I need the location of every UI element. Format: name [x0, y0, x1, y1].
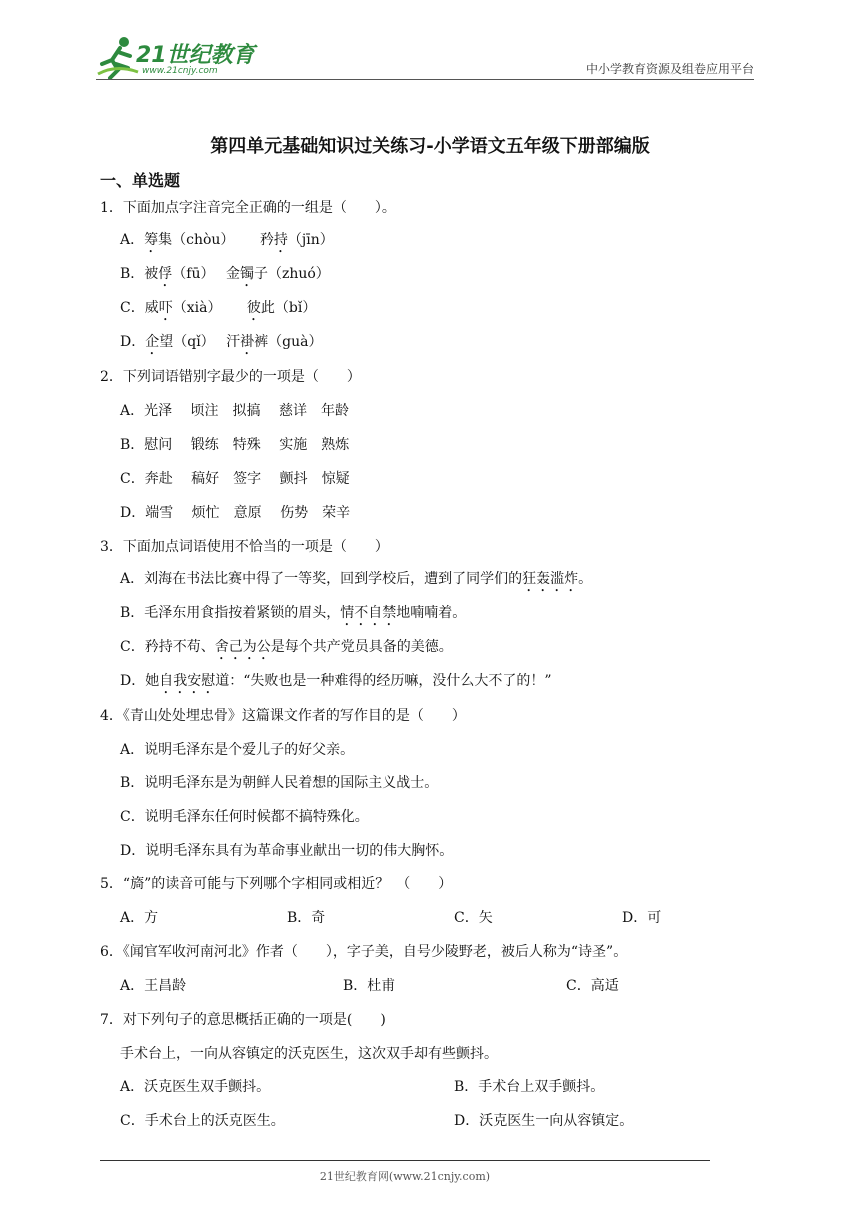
- option: A．方: [120, 910, 159, 926]
- option: B．慰问 锻练 特殊 实施 熟炼: [120, 437, 350, 453]
- option: C．矢: [454, 910, 493, 926]
- option: C．手术台上的沃克医生。: [120, 1113, 285, 1129]
- logo-url: www.21cnjy.com: [142, 66, 218, 76]
- page-footer: 21世纪教育网(www.21cnjy.com): [319, 1170, 491, 1183]
- option: C．奔赴 稿好 签字 颤抖 惊疑: [120, 471, 350, 487]
- option: C．高适: [566, 978, 619, 994]
- option: B．说明毛泽东是为朝鲜人民着想的国际主义战士。: [120, 775, 439, 791]
- question-stem: 5．“旖”的读音可能与下列哪个字相同或相近？ （ ）: [100, 876, 453, 892]
- option: B．被俘（fū） 金镯子（zhuó）: [120, 266, 330, 282]
- runner-icon: [96, 34, 140, 80]
- option: D．她自我安慰道：“失败也是一种难得的经历嘛，没什么大不了的！”: [120, 673, 552, 689]
- question-stem: 3．下面加点词语使用不恰当的一项是（ ）: [100, 539, 389, 555]
- logo-text: 21世纪教育: [136, 43, 255, 68]
- option: B．杜甫: [343, 978, 396, 994]
- footer-divider: [100, 1160, 710, 1161]
- option: B．奇: [287, 910, 326, 926]
- question-stem: 2．下列词语错别字最少的一项是（ ）: [100, 369, 361, 385]
- page-header: [0, 0, 860, 90]
- option: D．可: [622, 910, 662, 926]
- site-logo: [96, 34, 266, 82]
- question-stem: 7．对下列句子的意思概括正确的一项是( ): [100, 1012, 386, 1028]
- section-heading: 一、单选题: [100, 171, 181, 190]
- option: A．筹集（chòu） 矜持（jīn）: [120, 232, 334, 248]
- page-title: 第四单元基础知识过关练习-小学语文五年级下册部编版: [210, 136, 650, 157]
- option: D．说明毛泽东具有为革命事业献出一切的伟大胸怀。: [120, 843, 454, 859]
- option: C．矜持不苟、舍己为公是每个共产党员具备的美德。: [120, 639, 453, 655]
- question-stem: 6．《闻官军收河南河北》作者（ ），字子美，自号少陵野老，被后人称为“诗圣”。: [100, 944, 628, 960]
- option: A．王昌龄: [120, 978, 187, 994]
- option: C．威吓（xià） 彼此（bǐ）: [120, 300, 317, 316]
- option: D．沃克医生一向从容镇定。: [454, 1113, 634, 1129]
- option: A．光泽 顷注 拟搞 慈详 年龄: [120, 403, 350, 419]
- option: A．说明毛泽东是个爱儿子的好父亲。: [120, 742, 355, 758]
- question-stem: 4．《青山处处埋忠骨》这篇课文作者的写作目的是（ ）: [100, 708, 466, 724]
- header-divider: [96, 79, 754, 80]
- option: D．端雪 烦忙 意原 伤势 荣辛: [120, 505, 351, 521]
- option: A．刘海在书法比赛中得了一等奖，回到学校后，遭到了同学们的狂轰滥炸。: [120, 571, 593, 587]
- question-stem: 1．下面加点字注音完全正确的一组是（ ）。: [100, 200, 396, 216]
- question-sentence: 手术台上，一向从容镇定的沃克医生，这次双手却有些颤抖。: [120, 1046, 498, 1062]
- option: B．毛泽东用食指按着紧锁的眉头，情不自禁地喃喃着。: [120, 605, 467, 621]
- platform-name: 中小学教育资源及组卷应用平台: [585, 62, 754, 76]
- option: D．企望（qǐ） 汗褂裤（guà）: [120, 334, 323, 350]
- option: A．沃克医生双手颤抖。: [120, 1079, 271, 1095]
- option: C．说明毛泽东任何时候都不搞特殊化。: [120, 809, 369, 825]
- option: B．手术台上双手颤抖。: [454, 1079, 605, 1095]
